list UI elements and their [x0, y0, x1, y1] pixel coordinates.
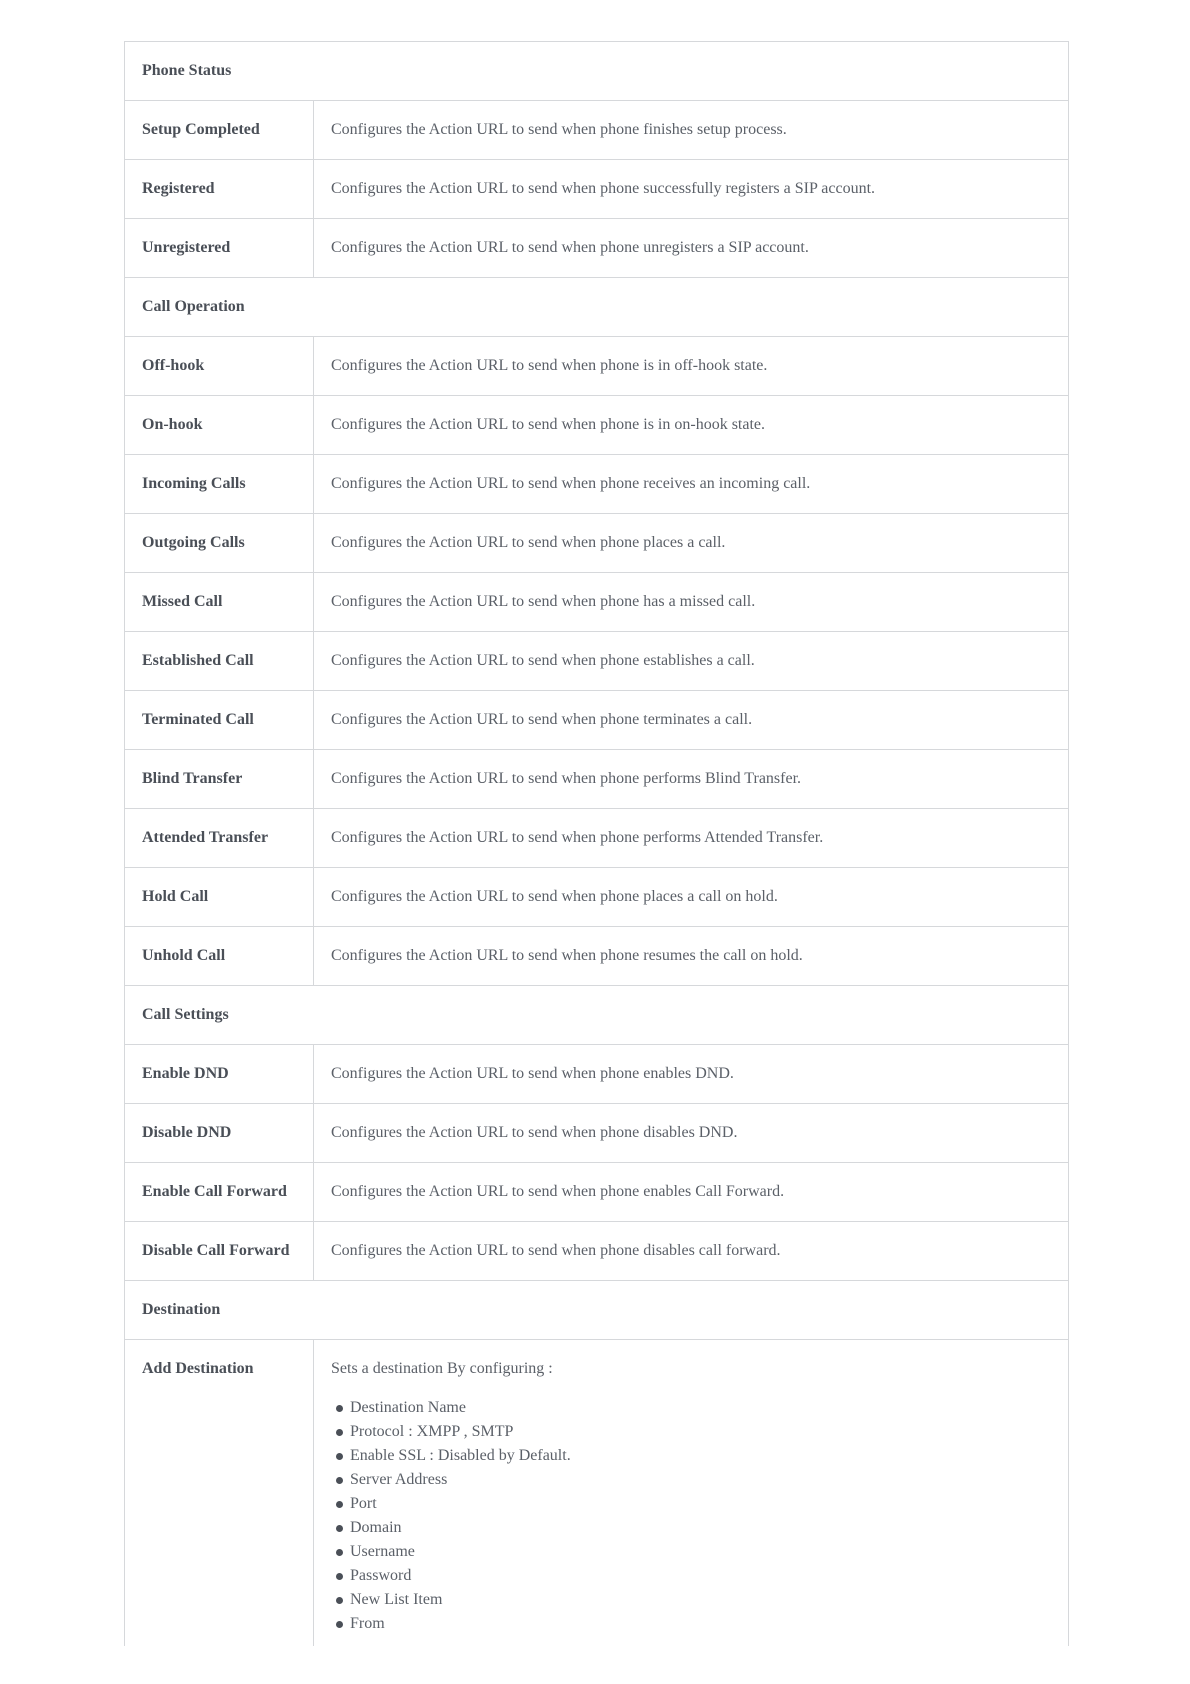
list-item: New List Item: [336, 1588, 1068, 1612]
list-item: Protocol : XMPP , SMTP: [336, 1420, 1068, 1444]
table-row: [125, 455, 1068, 514]
setting-name: Attended Transfer: [125, 809, 314, 867]
setting-description: Configures the Action URL to send when phone is in off-hook state.: [331, 357, 768, 374]
destination-field-list: [331, 1396, 1068, 1636]
list-item: Password: [336, 1564, 1068, 1588]
setting-name: Enable DND: [125, 1045, 314, 1103]
setting-description: Configures the Action URL to send when phone performs Attended Transfer.: [331, 829, 824, 846]
setting-description: Configures the Action URL to send when phone enables Call Forward.: [331, 1183, 785, 1200]
table-row: [125, 514, 1068, 573]
bullet-icon: [336, 1477, 343, 1484]
setting-name: Unhold Call: [125, 927, 314, 985]
setting-name: Established Call: [125, 632, 314, 690]
setting-description: Configures the Action URL to send when phone receives an incoming call.: [331, 475, 811, 492]
table-row: [125, 691, 1068, 750]
setting-name: Terminated Call: [125, 691, 314, 749]
action-url-table: [124, 41, 1069, 1646]
bullet-icon: [336, 1405, 343, 1412]
setting-name: Unregistered: [125, 219, 314, 277]
setting-description: [314, 1340, 1068, 1646]
table-row: [125, 1222, 1068, 1281]
setting-description: Configures the Action URL to send when phone is in on-hook state.: [331, 416, 766, 433]
setting-name: Registered: [125, 160, 314, 218]
list-item: Enable SSL : Disabled by Default.: [336, 1444, 1068, 1468]
table-row: [125, 809, 1068, 868]
setting-description: Configures the Action URL to send when phone enables DND.: [331, 1065, 734, 1082]
bullet-icon: [336, 1621, 343, 1628]
table-row: [125, 750, 1068, 809]
table-row: [125, 101, 1068, 160]
table-row: [125, 927, 1068, 986]
list-item: Username: [336, 1540, 1068, 1564]
list-item: Server Address: [336, 1468, 1068, 1492]
bullet-icon: [336, 1573, 343, 1580]
setting-description: Configures the Action URL to send when phone resumes the call on hold.: [331, 947, 803, 964]
setting-description: Configures the Action URL to send when phone unregisters a SIP account.: [331, 239, 809, 256]
table-row: [125, 160, 1068, 219]
table-row: [125, 219, 1068, 278]
setting-description: Configures the Action URL to send when phone disables DND.: [331, 1124, 738, 1141]
section-header-call-settings: [125, 986, 1068, 1045]
table-row: [125, 396, 1068, 455]
setting-name: Hold Call: [125, 868, 314, 926]
section-title: Call Settings: [142, 1006, 229, 1023]
setting-name: Setup Completed: [125, 101, 314, 159]
setting-description: Configures the Action URL to send when phone places a call on hold.: [331, 888, 778, 905]
table-row: [125, 1163, 1068, 1222]
list-item: Domain: [336, 1516, 1068, 1540]
bullet-icon: [336, 1525, 343, 1532]
bullet-icon: [336, 1429, 343, 1436]
table-row-add-destination: [125, 1340, 1068, 1646]
setting-description: Configures the Action URL to send when phone establishes a call.: [331, 652, 755, 669]
list-item: Destination Name: [336, 1396, 1068, 1420]
table-row: [125, 573, 1068, 632]
setting-name: Disable DND: [125, 1104, 314, 1162]
table-row: [125, 868, 1068, 927]
list-item: From: [336, 1612, 1068, 1636]
table-row: [125, 1104, 1068, 1163]
setting-description: Configures the Action URL to send when phone places a call.: [331, 534, 726, 551]
table-row: [125, 1045, 1068, 1104]
section-header-call-operation: [125, 278, 1068, 337]
setting-name: Outgoing Calls: [125, 514, 314, 572]
section-title: Phone Status: [142, 62, 232, 79]
setting-description: Configures the Action URL to send when phone performs Blind Transfer.: [331, 770, 802, 787]
table-row: [125, 337, 1068, 396]
section-title: Call Operation: [142, 298, 245, 315]
bullet-icon: [336, 1453, 343, 1460]
setting-name: Off-hook: [125, 337, 314, 395]
setting-name: Incoming Calls: [125, 455, 314, 513]
bullet-icon: [336, 1549, 343, 1556]
table-row: [125, 632, 1068, 691]
setting-description: Configures the Action URL to send when phone disables call forward.: [331, 1242, 781, 1259]
setting-name: Add Destination: [125, 1340, 314, 1646]
setting-name: Disable Call Forward: [125, 1222, 314, 1280]
setting-name: Enable Call Forward: [125, 1163, 314, 1221]
setting-description: Configures the Action URL to send when phone finishes setup process.: [331, 121, 787, 138]
setting-name: Blind Transfer: [125, 750, 314, 808]
destination-intro: Sets a destination By configuring :: [331, 1360, 553, 1377]
section-title: Destination: [142, 1301, 221, 1318]
bullet-icon: [336, 1501, 343, 1508]
setting-description: Configures the Action URL to send when phone terminates a call.: [331, 711, 753, 728]
setting-name: Missed Call: [125, 573, 314, 631]
setting-description: Configures the Action URL to send when phone successfully registers a SIP account.: [331, 180, 876, 197]
setting-name: On-hook: [125, 396, 314, 454]
section-header-destination: [125, 1281, 1068, 1340]
list-item: Port: [336, 1492, 1068, 1516]
setting-description: Configures the Action URL to send when phone has a missed call.: [331, 593, 756, 610]
section-header-phone-status: [125, 42, 1068, 101]
bullet-icon: [336, 1597, 343, 1604]
